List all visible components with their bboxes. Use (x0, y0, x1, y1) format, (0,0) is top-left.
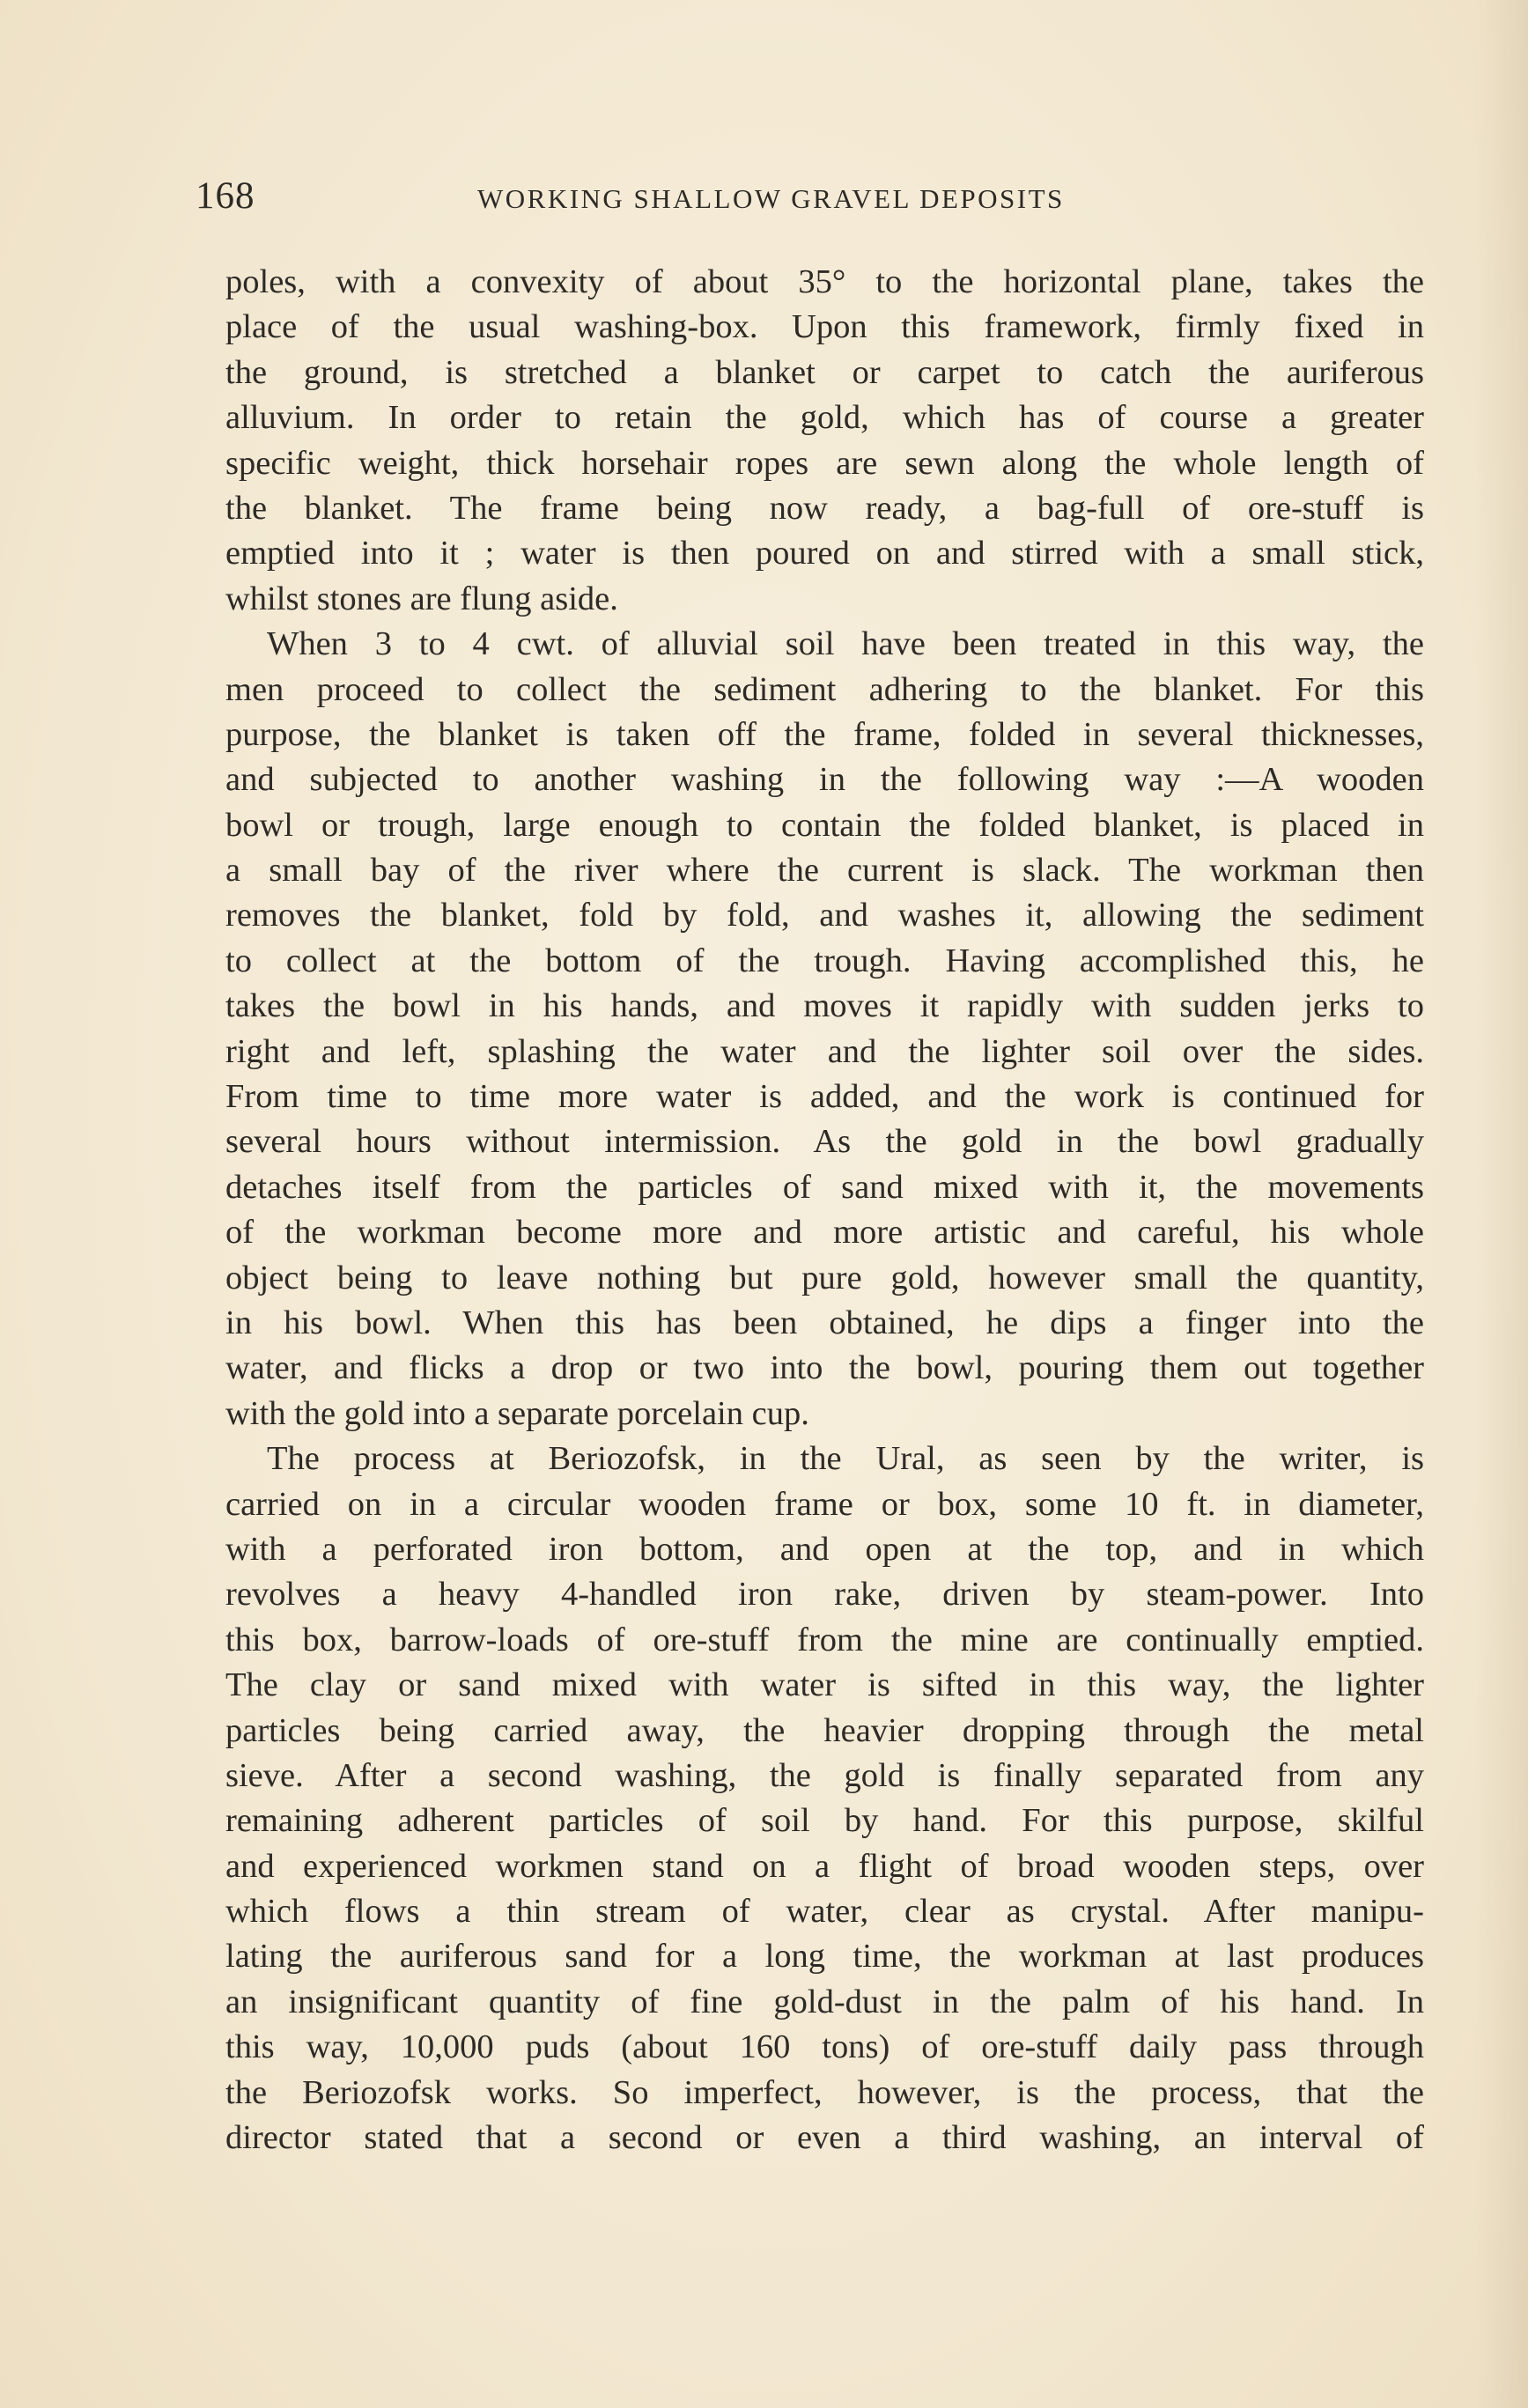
text-line: to collect at the bottom of the trough. Having accomplished this, he (225, 942, 1424, 979)
text-line: lating the auriferous sand for a long time, the workman at last produces (225, 1938, 1424, 1976)
text-line: with the gold into a separate porcelain cup. (225, 1394, 809, 1432)
text-line: this box, barrow-loads of ore-stuff from the mine are continually emptied. (225, 1621, 1424, 1658)
text-line: place of the usual washing-box. Upon this framework, firmly fixed in (225, 308, 1424, 346)
text-line: which flows a thin stream of water, clear as crystal. After manipu- (225, 1893, 1424, 1931)
text-line: an insignificant quantity of fine gold-dust in the palm of his hand. In (225, 1983, 1424, 2020)
text-line: this way, 10,000 puds (about 160 tons) of ore-stuff daily pass through (225, 2028, 1424, 2066)
text-line: From time to time more water is added, and the work is continued for (225, 1078, 1424, 1116)
text-line: emptied into it ; water is then poured on and stirred with a small stick, (225, 535, 1424, 572)
text-line: with a perforated iron bottom, and open at the top, and in which (225, 1530, 1424, 1568)
text-line: the ground, is stretched a blanket or carpet to catch the auriferous (225, 353, 1424, 391)
text-line: remaining adherent particles of soil by hand. For this purpose, skilful (225, 1802, 1424, 1840)
running-title: WORKING SHALLOW GRAVEL DEPOSITS (477, 183, 1065, 214)
text-line: detaches itself from the particles of sand mixed with it, the movements (225, 1168, 1424, 1206)
text-line: men proceed to collect the sediment adhering to the blanket. For this (225, 670, 1424, 708)
page-number: 168 (196, 175, 255, 217)
text-line: When 3 to 4 cwt. of alluvial soil have been treated in this way, the (267, 625, 1424, 663)
text-line: and experienced workmen stand on a flight of broad wooden steps, over (225, 1847, 1424, 1885)
text-line: bowl or trough, large enough to contain the folded blanket, is placed in (225, 806, 1424, 844)
text-line: purpose, the blanket is taken off the frame, folded in several thicknesses, (225, 715, 1424, 753)
text-line: right and left, splashing the water and the lighter soil over the sides. (225, 1032, 1424, 1070)
text-line: the Beriozofsk works. So imperfect, however, is the process, that the (225, 2073, 1424, 2111)
text-line: takes the bowl in his hands, and moves it rapidly with sudden jerks to (225, 987, 1424, 1025)
text-line: particles being carried away, the heavier dropping through the metal (225, 1711, 1424, 1749)
text-line: in his bowl. When this has been obtained, he dips a finger into the (225, 1304, 1424, 1341)
text-line: alluvium. In order to retain the gold, which has of course a greater (225, 399, 1424, 437)
text-line: The clay or sand mixed with water is sifted in this way, the lighter (225, 1666, 1424, 1704)
text-line: the blanket. The frame being now ready, a bag-full of ore-stuff is (225, 489, 1424, 527)
text-line: director stated that a second or even a third washing, an interval of (225, 2119, 1424, 2157)
text-line: water, and flicks a drop or two into the bowl, pouring them out together (225, 1349, 1424, 1387)
text-line: specific weight, thick horsehair ropes are sewn along the whole length of (225, 444, 1424, 482)
text-line: several hours without intermission. As the gold in the bowl gradually (225, 1123, 1424, 1161)
body-text (225, 260, 1424, 2161)
text-line: of the workman become more and more artistic and careful, his whole (225, 1214, 1424, 1252)
text-line: carried on in a circular wooden frame or box, some 10 ft. in diameter, (225, 1485, 1424, 1523)
page-header (196, 174, 1424, 227)
text-line: and subjected to another washing in the following way :—A wooden (225, 761, 1424, 799)
page-edge-shadow (1475, 0, 1528, 2408)
text-line: removes the blanket, fold by fold, and washes it, allowing the sediment (225, 897, 1424, 934)
text-line: object being to leave nothing but pure gold, however small the quantity, (225, 1259, 1424, 1296)
text-line: whilst stones are flung aside. (225, 580, 618, 617)
text-line: poles, with a convexity of about 35° to the horizontal plane, takes the (225, 263, 1424, 300)
text-line: sieve. After a second washing, the gold is finally separated from any (225, 1756, 1424, 1794)
text-line: revolves a heavy 4-handled iron rake, driven by steam-power. Into (225, 1576, 1424, 1614)
text-line: a small bay of the river where the current is slack. The workman then (225, 852, 1424, 890)
text-line: The process at Beriozofsk, in the Ural, as seen by the writer, is (267, 1440, 1424, 1478)
